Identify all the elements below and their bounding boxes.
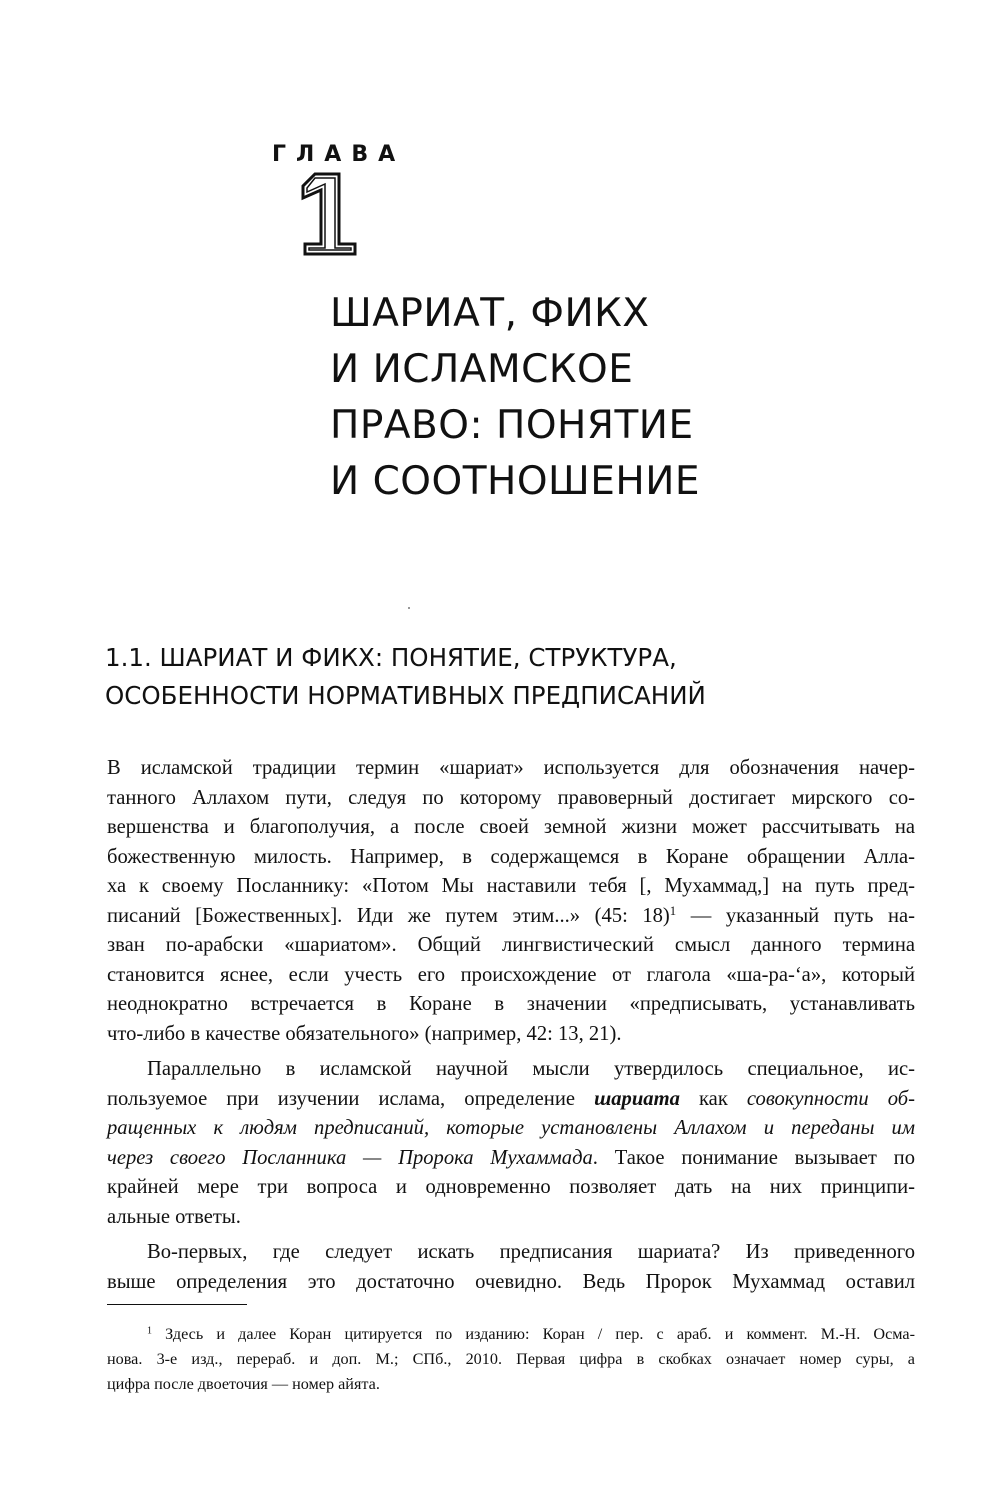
definition-emphasis: ращенных к людям предписаний, которые установлены Аллахом и переданы им [107, 1117, 915, 1139]
text-line [107, 1144, 915, 1174]
text-line [107, 1085, 915, 1115]
text-line: вершенства и благополучия, а после своей земной жизни может рассчитывать на [107, 816, 915, 838]
text-line [107, 902, 915, 932]
footnote-line: нова. 3-е изд., перераб. и доп. М.; СПб., 2010. Первая цифра в скобках означает номер суры, а [107, 1350, 915, 1368]
defined-term: шариата [594, 1087, 680, 1110]
text-line: крайней мере три вопроса и одновременно позволяет дать на них принципи- [107, 1176, 915, 1198]
text-fragment: пользуемое при изучении ислама, определение [107, 1087, 595, 1110]
chapter-title-line: ШАРИАТ, ФИКХ [330, 291, 650, 336]
chapter-title [330, 286, 700, 510]
text-line: становится яснее, если учесть его происхождение от глагола «ша-ра-‘а», который [107, 963, 915, 986]
definition-emphasis: через своего Посланника — Пророка Мухаммада [107, 1146, 593, 1169]
footnote-line [107, 1322, 915, 1347]
paragraph-3 [107, 1238, 915, 1297]
print-speck [408, 607, 410, 609]
body-text [107, 754, 915, 1297]
chapter-title-line: И ИСЛАМСКОЕ [330, 347, 634, 392]
footnote-divider [107, 1304, 247, 1305]
text-line: Параллельно в исламской научной мысли утвердилось специальное, ис- [147, 1058, 915, 1080]
text-line: Во-первых, где следует искать предписания шариата? Из приведенного [147, 1241, 915, 1263]
text-fragment: как [679, 1087, 747, 1110]
paragraph-2 [107, 1055, 915, 1232]
text-fragment: — указанный путь на- [676, 904, 915, 927]
definition-emphasis: совокупности об- [746, 1087, 916, 1110]
footnote-reference[interactable]: 1 [669, 903, 677, 918]
text-line: танного Аллахом пути, следуя по которому правоверный достигает мирского со- [107, 786, 915, 809]
text-fragment: писаний [Божественных]. Иди же путем этим...» (45: 18) [107, 904, 670, 927]
text-line: что-либо в качестве обязательного» (например, 42: 13, 21). [107, 1022, 622, 1045]
section-heading [105, 639, 706, 715]
text-line: зван по-арабски «шариатом». Общий лингвистический смысл данного термина [107, 934, 915, 956]
text-line: В исламской традиции термин «шариат» используется для обозначения начер- [107, 757, 915, 779]
text-line: альные ответы. [107, 1205, 241, 1228]
text-line: ха к своему Посланнику: «Потом Мы наставили тебя [, Мухаммад,] на путь пред- [107, 875, 915, 897]
section-heading-line: ОСОБЕННОСТИ НОРМАТИВНЫХ ПРЕДПИСАНИЙ [105, 681, 706, 710]
footnote [107, 1322, 915, 1397]
text-line: выше определения это достаточно очевидно. Ведь Пророк Мухаммад оставил [107, 1270, 915, 1293]
text-fragment: Здесь и далее Коран цитируется по изданию: Коран / пер. с араб. и коммент. М.-Н. Осма- [152, 1325, 915, 1343]
text-fragment: . Такое понимание вызывает по [592, 1146, 915, 1169]
chapter-label: ГЛАВА [272, 142, 406, 167]
text-line [107, 1114, 915, 1144]
text-line: божественную милость. Например, в содержащемся в Коране обращении Алла- [107, 845, 915, 868]
section-heading-line: 1.1. ШАРИАТ И ФИКХ: ПОНЯТИЕ, СТРУКТУРА, [105, 643, 677, 672]
chapter-title-line: И СООТНОШЕНИЕ [330, 459, 701, 504]
chapter-title-line: ПРАВО: ПОНЯТИЕ [330, 403, 694, 448]
footnote-line: цифра после двоеточия — номер айята. [107, 1375, 380, 1393]
paragraph-1 [107, 754, 915, 1049]
chapter-number-outline [295, 168, 365, 258]
footnote-marker: 1 [147, 1325, 153, 1337]
text-line: неоднократно встречается в Коране в значении «предписывать, устанавливать [107, 993, 915, 1015]
